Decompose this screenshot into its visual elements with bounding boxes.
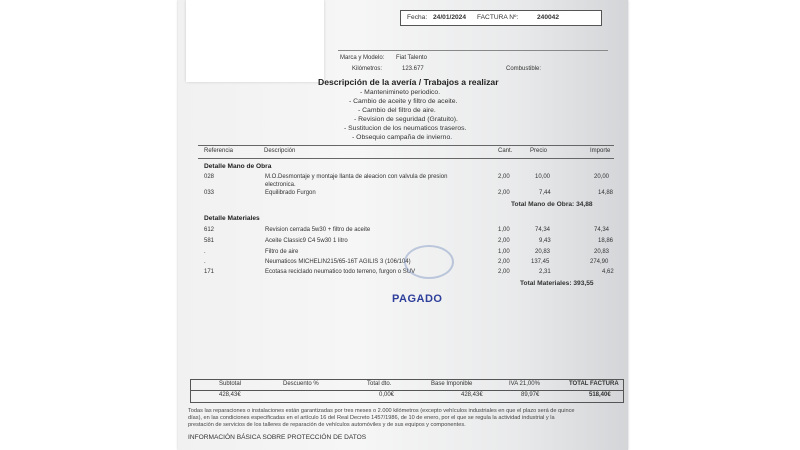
row-importe: 14,88 [598,190,614,196]
footer-line: prestación de servicios de los talleres de reparación de vehículos automóviles y de sus equipos y componentes. [188,422,466,428]
footer-heading: INFORMACIÓN BÁSICA SOBRE PROTECCIÓN DE DATOS [188,434,367,441]
col-precio: Precio [530,148,548,154]
row-precio: 20,83 [535,249,551,255]
row-desc: Aceite Classic9 C4 5w30 1 litro [265,238,348,244]
total-mano-obra: Total Mano de Obra: 34,88 [511,201,593,208]
description-title: Descripción de la avería / Trabajos a realizar [318,77,499,87]
description-line: - Sustitucion de los neumaticos traseros. [344,125,467,132]
factura-label: FACTURA Nº: [477,14,519,21]
invoice-page [178,0,628,450]
footer-line: días), en las condiciones especificadas en el artículo 16 del Real Decreto 1457/1986, de 10 de enero, por el que se regula la actividad industrial y la [188,415,555,421]
base-imponible-value: 428,43€ [461,392,483,398]
section-mano-obra-title: Detalle Mano de Obra [204,163,272,170]
redacted-header-block [186,0,324,82]
row-cant: 2,00 [498,174,510,180]
total-dto-value: 0,00€ [379,392,395,398]
totals-header: Descuento % [283,381,319,387]
row-desc: Revision cerrada 5w30 + filtro de aceite [265,227,371,233]
invoice-info-box [400,10,602,26]
combustible-label: Combustible: [506,66,542,72]
row-cant: 2,00 [498,269,510,275]
fecha-value: 24/01/2024 [433,14,467,21]
row-precio: 9,43 [539,238,551,244]
row-ref: . [204,249,206,255]
row-cant: 1,00 [498,249,510,255]
description-line: - Mantenimineto periodico. [360,89,441,96]
row-ref: 028 [204,174,215,180]
col-referencia: Referencia [204,148,234,154]
description-line: - Revision de seguridad (Gratuito). [354,116,458,123]
totals-header: TOTAL FACTURA [569,381,619,387]
row-cant: 2,00 [498,238,510,244]
col-descripcion: Descripción [264,148,296,154]
row-desc: M.O.Desmontaje y montaje llanta de aleacion con valvula de presion [265,174,448,180]
totals-header: Subtotal [219,381,242,387]
row-precio: 137,45 [531,259,550,265]
vehicle-info [338,50,608,77]
row-desc: Equilibrado Furgon [265,190,316,196]
fecha-label: Fecha: [407,14,428,21]
totals-table [190,379,624,403]
company-stamp [404,245,454,279]
row-precio: 74,34 [535,227,551,233]
row-cant: 1,00 [498,227,510,233]
row-importe: 4,62 [602,269,614,275]
footer-line: Todas las reparaciones o instalaciones están garantizadas por tres meses o 2.000 kilómetros (excepto vehículos industriales en que el plazo será de quince [188,408,575,414]
col-cantidad: Cant. [498,148,513,154]
row-desc: Neumaticos MICHELIN215/65-16T AGILIS 3 (106/104) [265,259,411,265]
table-header [198,145,614,159]
row-ref: 581 [204,238,215,244]
row-ref: 171 [204,269,215,275]
pagado-stamp: PAGADO [392,293,443,305]
description-line: - Cambio de aceite y filtro de aceite. [349,98,458,105]
totals-header: Total dto. [367,381,392,387]
totals-header: Base Imponible [431,381,473,387]
row-importe: 74,34 [594,227,610,233]
total-factura-value: 518,40€ [589,392,611,398]
factura-number: 240042 [537,14,560,21]
km-label: Kilómetros: [352,66,383,72]
row-importe: 18,86 [598,238,614,244]
row-ref: 033 [204,190,215,196]
totals-header-row [191,380,623,391]
row-importe: 274,90 [590,259,609,265]
row-precio: 2,31 [539,269,551,275]
row-desc: Ecotasa reciclado neumatico todo terreno, furgon o SUV [265,269,416,275]
km-value: 123.677 [402,66,424,72]
marca-label: Marca y Modelo: [340,55,385,61]
total-materiales: Total Materiales: 393,55 [520,280,594,287]
row-precio: 7,44 [539,190,551,196]
section-materiales-title: Detalle Materiales [204,215,260,222]
row-importe: 20,00 [594,174,610,180]
row-ref: 612 [204,227,215,233]
row-ref: . [204,259,206,265]
row-desc: electronica. [265,182,296,188]
subtotal-value: 428,43€ [219,392,241,398]
row-precio: 10,00 [535,174,551,180]
col-importe: Importe [590,148,611,154]
row-cant: 2,00 [498,259,510,265]
description-line: - Cambio del filtro de aire. [358,107,436,114]
row-importe: 20,83 [594,249,610,255]
totals-header: IVA 21,00% [509,381,540,387]
description-line: - Obsequio campaña de invierno. [352,134,453,141]
row-desc: Filtro de aire [265,249,299,255]
marca-value: Fiat Talento [396,55,427,61]
iva-value: 89,97€ [521,392,540,398]
row-cant: 2,00 [498,190,510,196]
